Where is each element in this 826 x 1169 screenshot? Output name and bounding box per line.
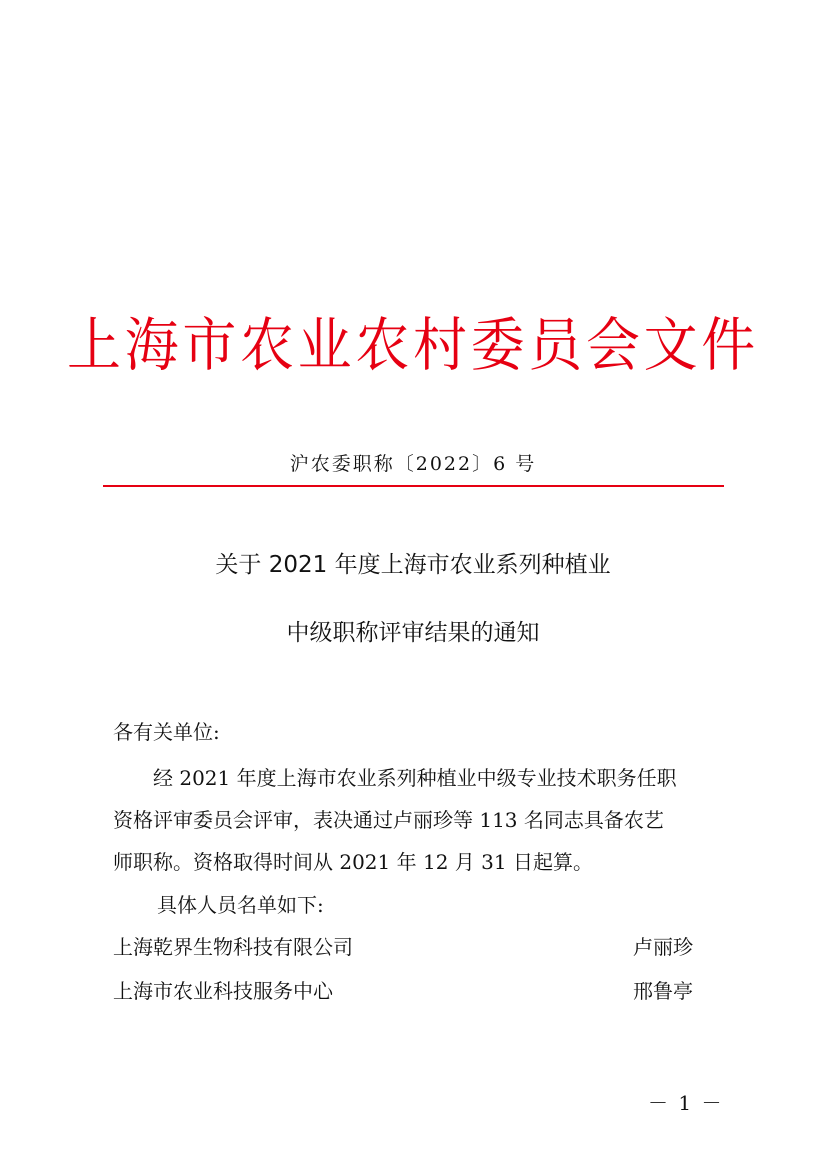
paragraph-line: 资格评审委员会评审，表决通过卢丽珍等 113 名同志具备农艺 xyxy=(113,808,664,832)
personnel-row xyxy=(113,976,693,1006)
personnel-organization: 上海乾界生物科技有限公司 xyxy=(113,935,353,959)
personnel-name: 卢丽珍 xyxy=(633,935,693,959)
document-number: 沪农委职称〔2022〕6 号 xyxy=(289,453,537,475)
notice-title-line-2: 中级职称评审结果的通知 xyxy=(286,620,540,646)
issuer-header: 上海市农业农村委员会文件 xyxy=(67,311,759,379)
list-intro: 具体人员名单如下: xyxy=(157,893,324,917)
paragraph-line: 经 2021 年度上海市农业系列种植业中级专业技术职务任职 xyxy=(113,766,677,790)
personnel-row xyxy=(113,932,693,962)
page-number: － 1 － xyxy=(648,1091,724,1115)
salutation: 各有关单位: xyxy=(113,720,220,744)
red-separator-line xyxy=(103,485,724,487)
personnel-name: 邢鲁亭 xyxy=(633,979,693,1003)
paragraph-line: 师职称。资格取得时间从 2021 年 12 月 31 日起算。 xyxy=(113,850,593,874)
personnel-organization: 上海市农业科技服务中心 xyxy=(113,979,333,1003)
notice-title-line-1: 关于 2021 年度上海市农业系列种植业 xyxy=(215,552,611,578)
body-paragraph xyxy=(113,763,713,889)
